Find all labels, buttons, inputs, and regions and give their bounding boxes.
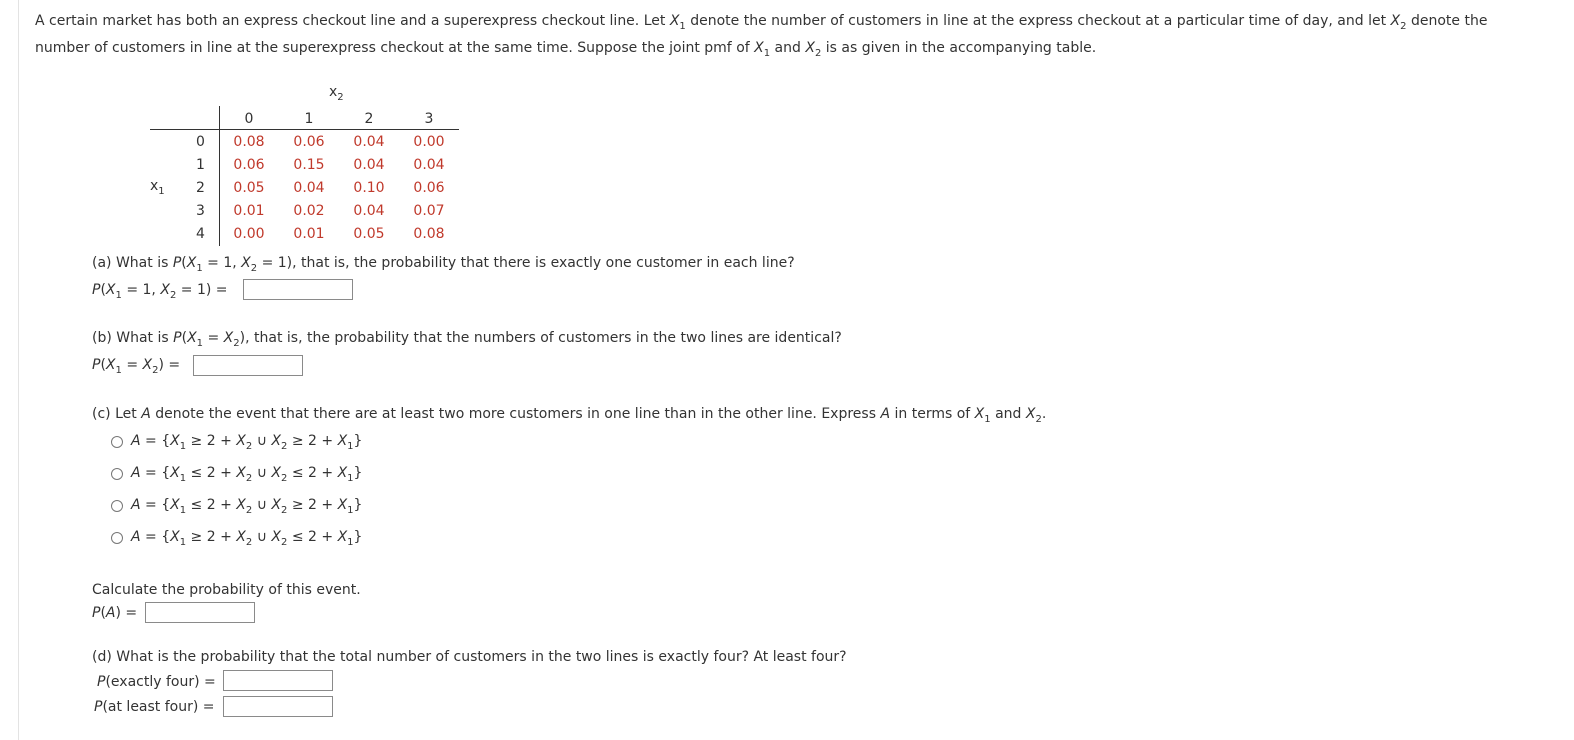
part-a-label: $P(X_1 = 1$, $X_2 = 1$) = — [92, 282, 228, 301]
option-4-radio[interactable] — [111, 532, 123, 544]
table-column-header: 1 — [304, 111, 314, 127]
part-a-answer-input[interactable] — [243, 279, 353, 300]
table-cell: 0.01 — [233, 203, 265, 219]
table-cell: 0.08 — [233, 134, 265, 150]
problem-statement: A certain market has both an express checkout line and a superexpress checkout line. Let $X_1$ denote the number of customers in line at the express checkout at a particular time of day, and let $X_2$ denote the number of customers in line at the superexpress checkout at the same time. Suppose the joint pmf of $X_1$ and $X_2$ is as given in the accompanying table. — [35, 13, 1488, 59]
table-cell: 0.05 — [233, 180, 265, 196]
table-cell: 0.10 — [353, 180, 385, 196]
table-row-header: 2 — [196, 180, 205, 196]
option-1-label[interactable]: $A = \{X_1 \ge 2 + X_2$ ∪ $X_2 \ge 2 + X_1$} — [131, 433, 363, 452]
option-1-radio[interactable] — [111, 436, 123, 448]
part-b-question: (b) What is $P(X_1 = X_2)$, that is, the probability that the numbers of customers in the two lines are identical? — [92, 330, 842, 349]
table-column-header: 3 — [424, 111, 434, 127]
table-row-header: 0 — [196, 134, 205, 150]
part-c-question: (c) Let A denote the event that there are at least two more customers in one line than in the other line. Express A in terms of $X_1$ and $X_2$. — [92, 406, 1047, 425]
option-2-radio[interactable] — [111, 468, 123, 480]
option-2-label[interactable]: $A = \{X_1 \le 2 + X_2$ ∪ $X_2 \le 2 + X_1$} — [131, 465, 363, 484]
left-border — [18, 0, 19, 740]
row-variable-label: $x_1$ — [150, 178, 165, 197]
table-cell: 0.07 — [413, 203, 445, 219]
part-d-atleast-input[interactable] — [223, 696, 333, 717]
part-c-pa-label: P(A) = — [92, 605, 138, 621]
table-cell: 0.00 — [233, 226, 265, 242]
table-cell: 0.06 — [293, 134, 325, 150]
column-variable-label: $x_2$ — [329, 84, 344, 103]
option-4-label[interactable]: $A = \{X_1 \ge 2 + X_2$ ∪ $X_2 \le 2 + X_1$} — [131, 529, 363, 548]
part-b-label: $P(X_1 = X_2)$ = — [92, 357, 181, 376]
table-header-rule — [150, 129, 459, 130]
part-d-question: (d) What is the probability that the total number of customers in the two lines is exactly four? At least four? — [92, 649, 847, 665]
table-column-header: 0 — [244, 111, 254, 127]
table-cell: 0.04 — [413, 157, 445, 173]
table-cell: 0.06 — [413, 180, 445, 196]
table-row-rule — [219, 106, 220, 246]
part-a-question: (a) What is $P(X_1 = 1$, $X_2 = 1$), that is, the probability that there is exactly one customer in each line? — [92, 255, 795, 274]
option-3-label[interactable]: $A = \{X_1 \le 2 + X_2$ ∪ $X_2 \ge 2 + X_1$} — [131, 497, 363, 516]
table-cell: 0.04 — [353, 134, 385, 150]
table-cell: 0.00 — [413, 134, 445, 150]
table-row-header: 1 — [196, 157, 205, 173]
part-d-atleast-label: P(at least four) = — [94, 699, 215, 715]
table-cell: 0.06 — [233, 157, 265, 173]
table-column-header: 2 — [364, 111, 374, 127]
part-d-exactly-label: P(exactly four) = — [97, 674, 216, 690]
table-cell: 0.05 — [353, 226, 385, 242]
table-cell: 0.02 — [293, 203, 325, 219]
option-3-radio[interactable] — [111, 500, 123, 512]
table-row-header: 3 — [196, 203, 205, 219]
table-cell: 0.04 — [293, 180, 325, 196]
table-cell: 0.04 — [353, 157, 385, 173]
table-cell: 0.15 — [293, 157, 325, 173]
table-cell: 0.04 — [353, 203, 385, 219]
table-row-header: 4 — [196, 226, 205, 242]
part-c-answer-input[interactable] — [145, 602, 255, 623]
part-d-exactly-input[interactable] — [223, 670, 333, 691]
table-cell: 0.01 — [293, 226, 325, 242]
part-b-answer-input[interactable] — [193, 355, 303, 376]
table-cell: 0.08 — [413, 226, 445, 242]
calculate-probability-label: Calculate the probability of this event. — [92, 582, 361, 598]
